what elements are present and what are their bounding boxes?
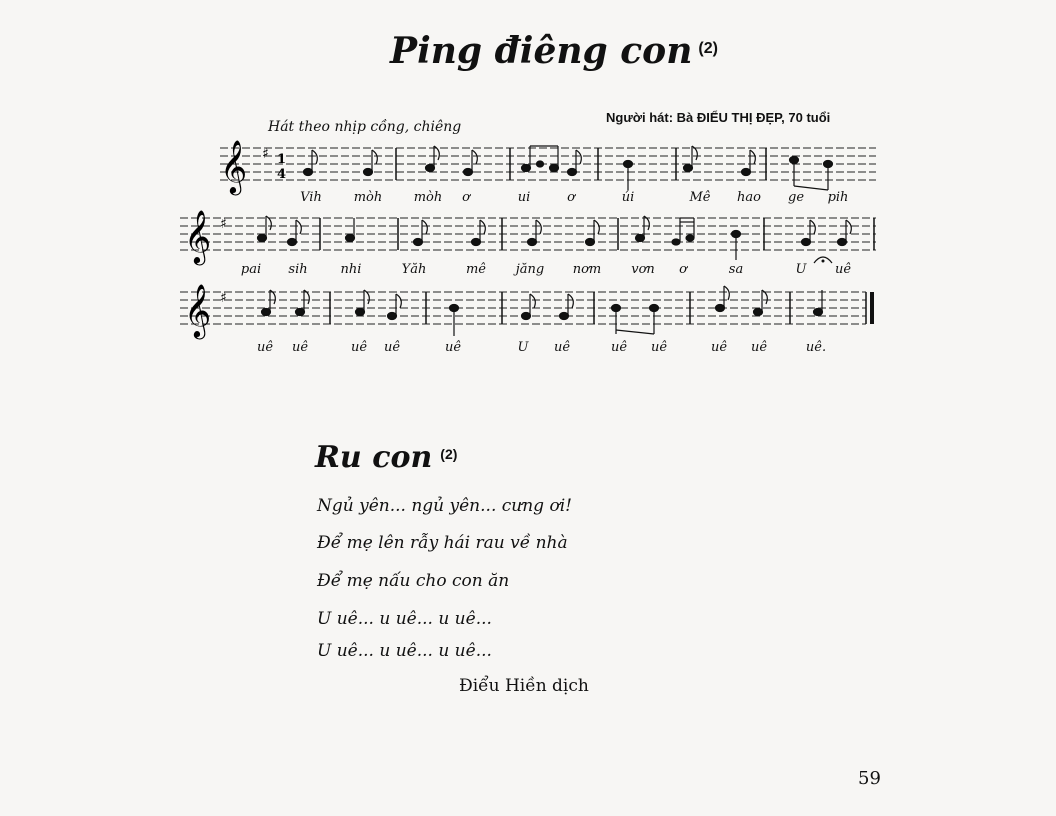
lyric: sa [728,262,744,277]
lyric: pai [240,262,262,277]
sharp-icon: ♯ [262,146,269,162]
sharp-icon: ♯ [220,216,227,232]
poem-line: Để mẹ nấu cho con ăn [317,571,510,591]
treble-clef-icon: 𝄞 [220,139,248,193]
lyric: uê [834,262,852,277]
notes [262,286,823,336]
lyric: uê. [805,340,827,355]
lyric: U [795,262,807,277]
lyric: uê [710,340,728,355]
notes [258,216,852,260]
lyric: uê [610,340,628,355]
lyric: uê [256,340,274,355]
lyric: uê [383,340,401,355]
poem-title-text: Ru con [315,440,433,475]
lyric: jăng [515,262,545,277]
lyric: ui [517,190,531,205]
lyrics-line-3 [0,340,1056,360]
poem-line: Để mẹ lên rẫy hái rau về nhà [317,533,568,553]
lyric: pih [827,190,849,205]
poem-line: U uê... u uê... u uê... [317,641,492,661]
lyric: ơ [567,190,575,205]
lyric: uê [553,340,571,355]
notes [304,146,833,190]
time-signature-top: 1 [277,152,287,167]
lyrics-line-2 [0,262,1056,282]
lyric: uê [350,340,368,355]
translator-credit: Điểu Hiền dịch [459,676,589,696]
lyric: ge [787,190,805,205]
lyric: vơn [631,262,655,277]
lyric: uê [750,340,768,355]
lyric: úi [621,190,635,205]
staff-lines [180,218,876,250]
treble-clef-icon: 𝄞 [184,209,212,263]
music-staff-2 [180,206,880,266]
poem-title [315,440,457,475]
final-barline [866,292,872,324]
lyric: mòh [353,190,383,205]
poem-line: U uê... u uê... u uê... [317,609,492,629]
lyric: U [517,340,529,355]
lyric: mòh [413,190,443,205]
song-note-ref: (2) [698,40,718,57]
lyric: mê [465,262,487,277]
poem-note-ref: (2) [440,446,458,462]
song-title [390,30,718,72]
lyric: Yăh [401,262,427,277]
lyric: nơm [572,262,602,277]
lyric: uê [444,340,462,355]
page-number: 59 [858,768,881,789]
lyric: ơ [679,262,687,277]
music-staff-1 [180,138,880,198]
sharp-icon: ♯ [220,290,227,306]
lyric: nhi [340,262,362,277]
treble-clef-icon: 𝄞 [184,283,212,337]
time-signature-bottom: 4 [277,167,287,182]
staff-lines [220,148,876,180]
singer-credit: Người hát: Bà ĐIỂU THỊ ĐẸP, 70 tuổi [606,110,831,125]
music-staff-3 [180,280,880,340]
lyric: Mê [689,190,711,205]
lyric: ơ [462,190,470,205]
tempo-mark: Hát theo nhịp cồng, chiêng [268,119,462,135]
poem-line: Ngủ yên... ngủ yên... cưng ơi! [317,496,572,516]
lyric: uê [291,340,309,355]
lyric: Vih [300,190,322,205]
lyric: hao [737,190,761,205]
fermata-icon [812,252,834,264]
lyric: uê [650,340,668,355]
lyric: sih [288,262,308,277]
song-title-text: Ping điêng con [390,30,693,72]
